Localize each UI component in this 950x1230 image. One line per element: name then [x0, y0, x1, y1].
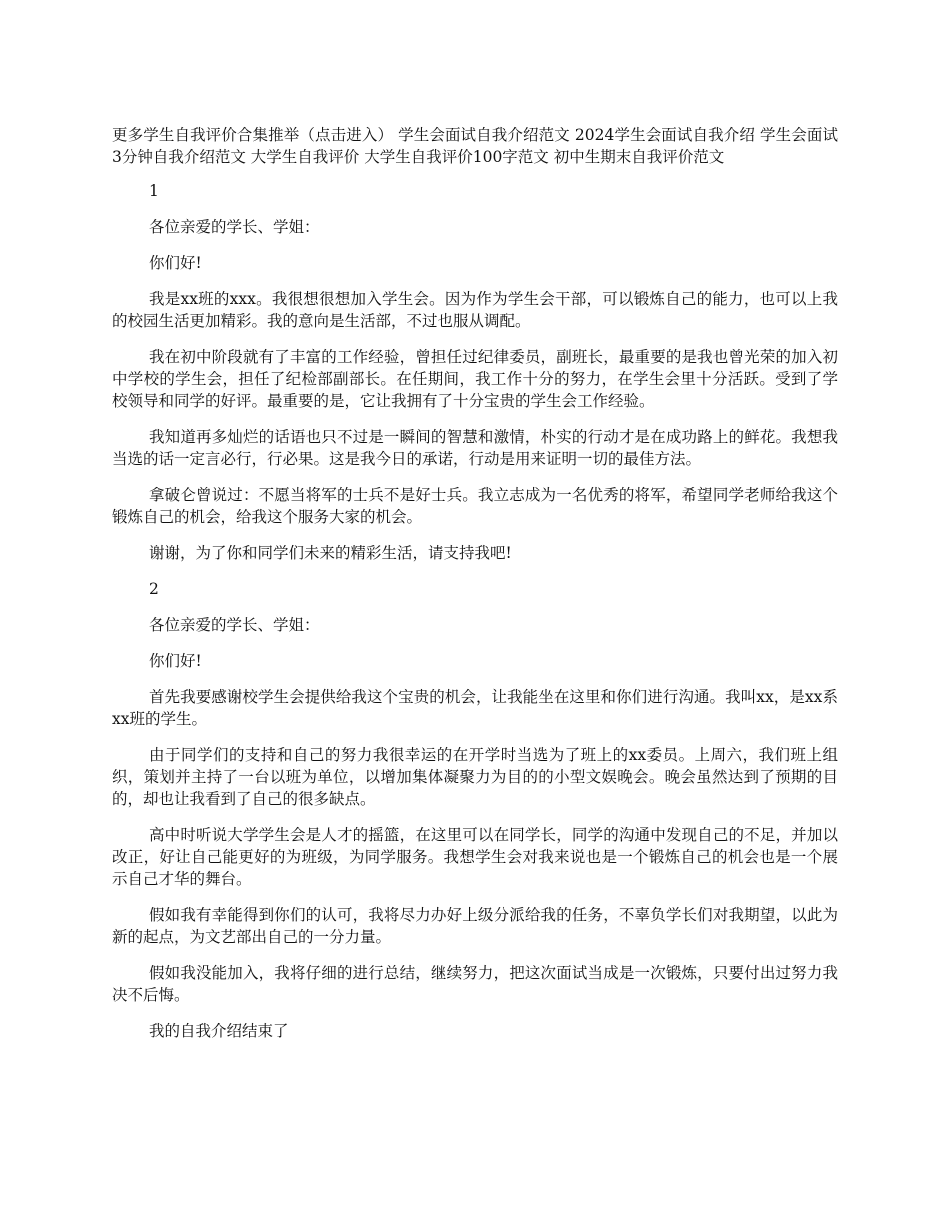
greeting: 各位亲爱的学长、学姐： — [149, 616, 320, 634]
paragraph: 我是xx班的xxx。我很想很想加入学生会。因为作为学生会干部，可以锻炼自己的能力，也可以上我的校园生活更加精彩。我的意向是生活部，不过也服从调配。 — [112, 290, 838, 330]
salutation: 你们好! — [149, 652, 202, 670]
closing: 我的自我介绍结束了 — [149, 1022, 289, 1040]
recommended-links[interactable]: 更多学生自我评价合集推举（点击进入） 学生会面试自我介绍范文 2024学生会面试自我介绍 学生会面试3分钟自我介绍范文 大学生自我评价 大学生自我评价100字范文 初中生期末自我评价范文 — [112, 126, 838, 166]
salutation: 你们好! — [149, 254, 202, 272]
greeting: 各位亲爱的学长、学姐： — [149, 218, 320, 236]
paragraph: 高中时听说大学学生会是人才的摇篮，在这里可以在同学长，同学的沟通中发现自己的不足，并加以改正，好让自己能更好的为班级，为同学服务。我想学生会对我来说也是一个锻炼自己的机会也是一个展示自己才华的舞台。 — [112, 826, 838, 888]
paragraph: 由于同学们的支持和自己的努力我很幸运的在开学时当选为了班上的xx委员。上周六，我们班上组织，策划并主持了一台以班为单位，以增加集体凝聚力为目的的小型文娱晚会。晚会虽然达到了预期的目的，却也让我看到了自己的很多缺点。 — [112, 746, 838, 808]
section-number: 1 — [149, 182, 159, 200]
paragraph: 首先我要感谢校学生会提供给我这个宝贵的机会，让我能坐在这里和你们进行沟通。我叫xx，是xx系xx班的学生。 — [112, 688, 838, 728]
closing: 谢谢，为了你和同学们未来的精彩生活，请支持我吧! — [149, 544, 512, 562]
paragraph: 拿破仑曾说过：不愿当将军的士兵不是好士兵。我立志成为一名优秀的将军，希望同学老师给我这个锻炼自己的机会，给我这个服务大家的机会。 — [112, 486, 838, 526]
paragraph: 我在初中阶段就有了丰富的工作经验，曾担任过纪律委员，副班长，最重要的是我也曾光荣的加入初中学校的学生会，担任了纪检部副部长。在任期间，我工作十分的努力，在学生会里十分活跃。受到了学校领导和同学的好评。最重要的是，它让我拥有了十分宝贵的学生会工作经验。 — [112, 348, 838, 410]
paragraph: 假如我没能加入，我将仔细的进行总结，继续努力，把这次面试当成是一次锻炼，只要付出过努力我决不后悔。 — [112, 964, 838, 1004]
document-page — [112, 124, 838, 1056]
paragraph: 我知道再多灿烂的话语也只不过是一瞬间的智慧和激情，朴实的行动才是在成功路上的鲜花。我想我当选的话一定言必行，行必果。这是我今日的承诺，行动是用来证明一切的最佳方法。 — [112, 428, 838, 468]
paragraph: 假如我有幸能得到你们的认可，我将尽力办好上级分派给我的任务，不辜负学长们对我期望，以此为新的起点，为文艺部出自己的一分力量。 — [112, 906, 838, 946]
section-number: 2 — [149, 580, 159, 598]
